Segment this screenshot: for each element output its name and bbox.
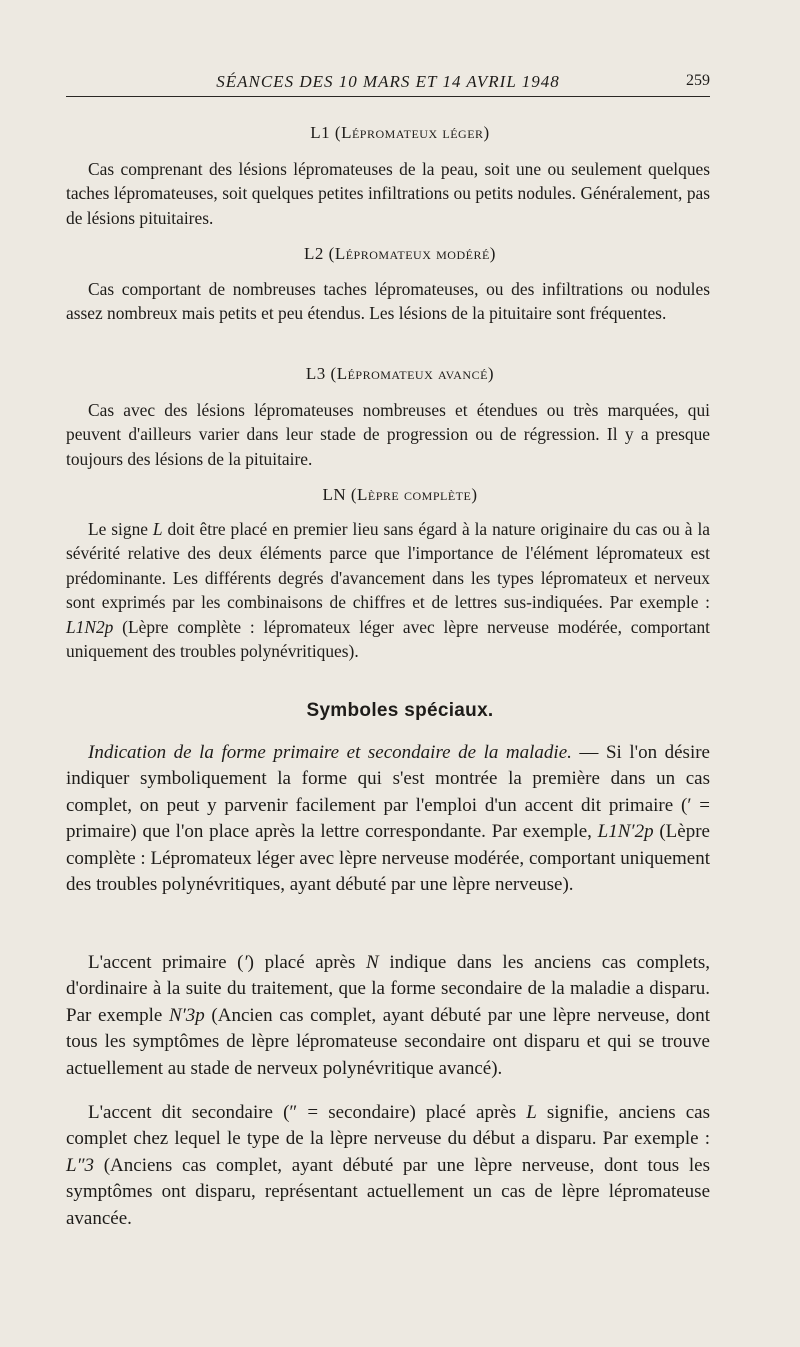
- special-p1-lead: Indication de la forme primaire et secondaire de la maladie.: [88, 742, 572, 763]
- special-p1-part2: ) que l'on place après la lettre correspondante. Par exemple,: [130, 821, 598, 843]
- section-heading-ln: LN (Lèpre complète): [322, 485, 478, 504]
- section-heading-l1: L1 (Lépromateux léger): [310, 123, 490, 142]
- ln-text-part1: Le signe: [88, 519, 153, 539]
- special-p3-part1: L'accent dit secondaire (: [88, 1102, 290, 1123]
- running-header: [66, 70, 710, 97]
- section-heading-l2: L2 (Lépromateux modéré): [304, 244, 496, 263]
- special-p2-symbol: ′: [243, 952, 248, 973]
- special-p2-part1: L'accent primaire (: [88, 952, 244, 973]
- special-p3-symbol: ″ = secondaire: [289, 1102, 410, 1123]
- special-p2-part4: (Ancien cas complet, ayant débuté par une lèpre nerveuse, dont tous les symptômes de lèpre lépromateuse secondaire ont disparu et qui se trouve actuellement au stade de nerveux polynévritique avancé).: [66, 1004, 710, 1079]
- special-p1-symbol: ′ = primaire: [66, 794, 710, 843]
- special-p3-part4: (Anciens cas complet, ayant débuté par une lèpre nerveuse, dont tous les symptômes ont disparu, représentant actuellement un cas de lèpre lépromateuse avancée.: [66, 1154, 710, 1229]
- special-p3-part2: ) placé après: [409, 1102, 527, 1123]
- special-p3-letter: L: [526, 1102, 537, 1123]
- ln-text-part3: (Lèpre complète : lépromateux léger avec lèpre nerveuse modérée, comportant uniquement des troubles polynévritiques).: [66, 616, 710, 662]
- section-text-l1: Cas comprenant des lésions lépromateuses de la peau, soit une ou seulement quelques taches lépromateuses, soit quelques petites infiltrations ou petits nodules. Généralement, pas de lésions pituitaires.: [66, 159, 710, 228]
- special-paragraph-1: [66, 740, 710, 898]
- running-title: SÉANCES DES 10 MARS ET 14 AVRIL 1948: [216, 72, 560, 91]
- section-text-ln: [66, 517, 710, 663]
- special-p1-part1: Si l'on désire indiquer symboliquement la forme qui s'est montrée la première dans un cas complet, on peut y parvenir facilement par l'emploi d'un accent dit primaire (: [66, 742, 710, 816]
- special-paragraph-3: [66, 1100, 710, 1232]
- special-p1-dash: —: [571, 742, 606, 763]
- special-p2-part2: ) placé après: [247, 952, 367, 973]
- page-number: 259: [686, 72, 710, 89]
- special-symbols-heading: Symboles spéciaux.: [306, 700, 494, 721]
- section-text-l2: Cas comportant de nombreuses taches lépromateuses, ou des infiltrations ou nodules assez nombreux mais petits et peu étendus. Les lésions de la pituitaire sont fréquentes.: [66, 279, 710, 324]
- ln-sign: L: [152, 519, 163, 539]
- special-p1-example: L1N′2p: [597, 821, 654, 843]
- section-heading-l3: L3 (Lépromateux avancé): [305, 364, 495, 383]
- special-paragraph-2: [66, 950, 710, 1082]
- special-p3-part3: signifie, anciens cas complet chez lequel le type de la lèpre nerveuse du début a disparu. Par exemple :: [66, 1102, 710, 1150]
- ln-example: L1N2p: [66, 616, 114, 637]
- special-p2-part3: indique dans les anciens cas complets, d'ordinaire à la suite du traitement, que la forme secondaire de la maladie a disparu. Par exemple: [66, 952, 710, 1026]
- special-p1-part3: (Lèpre complète : Lépromateux léger avec lèpre nerveuse modérée, comportant uniquement des troubles polynévritiques, ayant débuté par une lèpre nerveuse).: [66, 821, 710, 896]
- special-p2-example: N′3p: [168, 1004, 205, 1026]
- special-p2-letter: N: [366, 952, 379, 973]
- special-p3-example: L″3: [66, 1154, 94, 1176]
- ln-text-part2: doit être placé en premier lieu sans égard à la nature originaire du cas ou à la sévérité relative des deux éléments parce que l'importance de l'élément lépromateux est prédominante. Les différents degrés d'avancement dans les types lépromateux et nerveux sont exprimés par les combinaisons de chiffres et de lettres sus-indiquées. Par exemple :: [66, 519, 710, 613]
- section-text-l3: Cas avec des lésions lépromateuses nombreuses et étendues ou très marquées, qui peuvent d'ailleurs varier dans leur stade de progression ou de régression. Il y a presque toujours des lésions de la pituitaire.: [66, 400, 710, 469]
